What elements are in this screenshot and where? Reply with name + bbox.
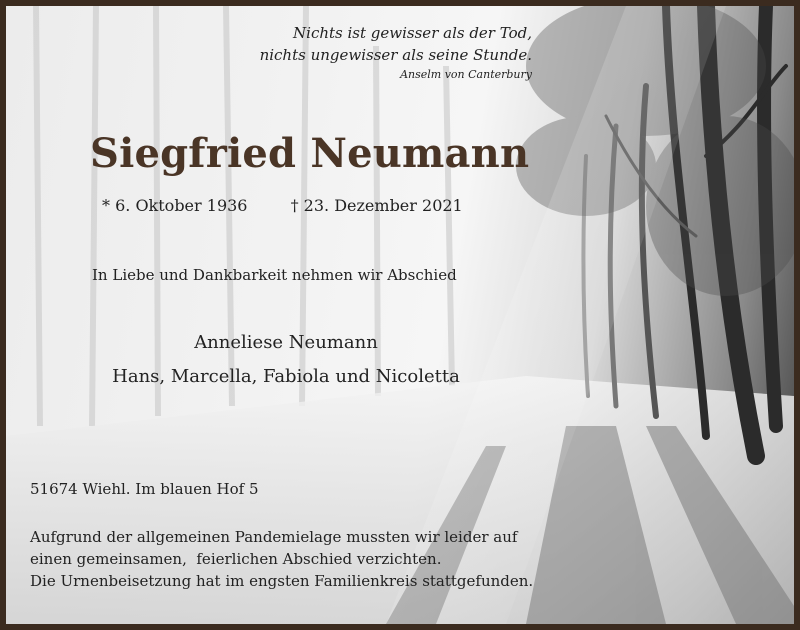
deceased-name: Siegfried Neumann <box>90 130 530 177</box>
mourners <box>96 326 476 394</box>
farewell-text: In Liebe und Dankbarkeit nehmen wir Abschied <box>92 266 457 284</box>
life-dates <box>102 196 463 215</box>
quote-line: Nichts ist gewisser als der Tod, <box>293 24 532 42</box>
mourner: Hans, Marcella, Fabiola und Nicoletta <box>112 366 460 387</box>
mourner: Anneliese Neumann <box>194 332 378 353</box>
notice-line: Aufgrund der allgemeinen Pandemielage mussten wir leider auf <box>30 528 518 546</box>
address: 51674 Wiehl. Im blauen Hof 5 <box>30 480 259 498</box>
notice <box>30 526 533 592</box>
quote-line: nichts ungewisser als seine Stunde. <box>259 46 532 64</box>
death-date: † 23. Dezember 2021 <box>290 196 463 215</box>
notice-line: Die Urnenbeisetzung hat im engsten Familienkreis stattgefunden. <box>30 572 534 590</box>
birth-date: * 6. Oktober 1936 <box>102 196 248 215</box>
quote-author: Anselm von Canterbury <box>400 68 532 81</box>
quote <box>260 22 532 84</box>
notice-line: einen gemeinsamen, feierlichen Abschied verzichten. <box>30 550 442 568</box>
